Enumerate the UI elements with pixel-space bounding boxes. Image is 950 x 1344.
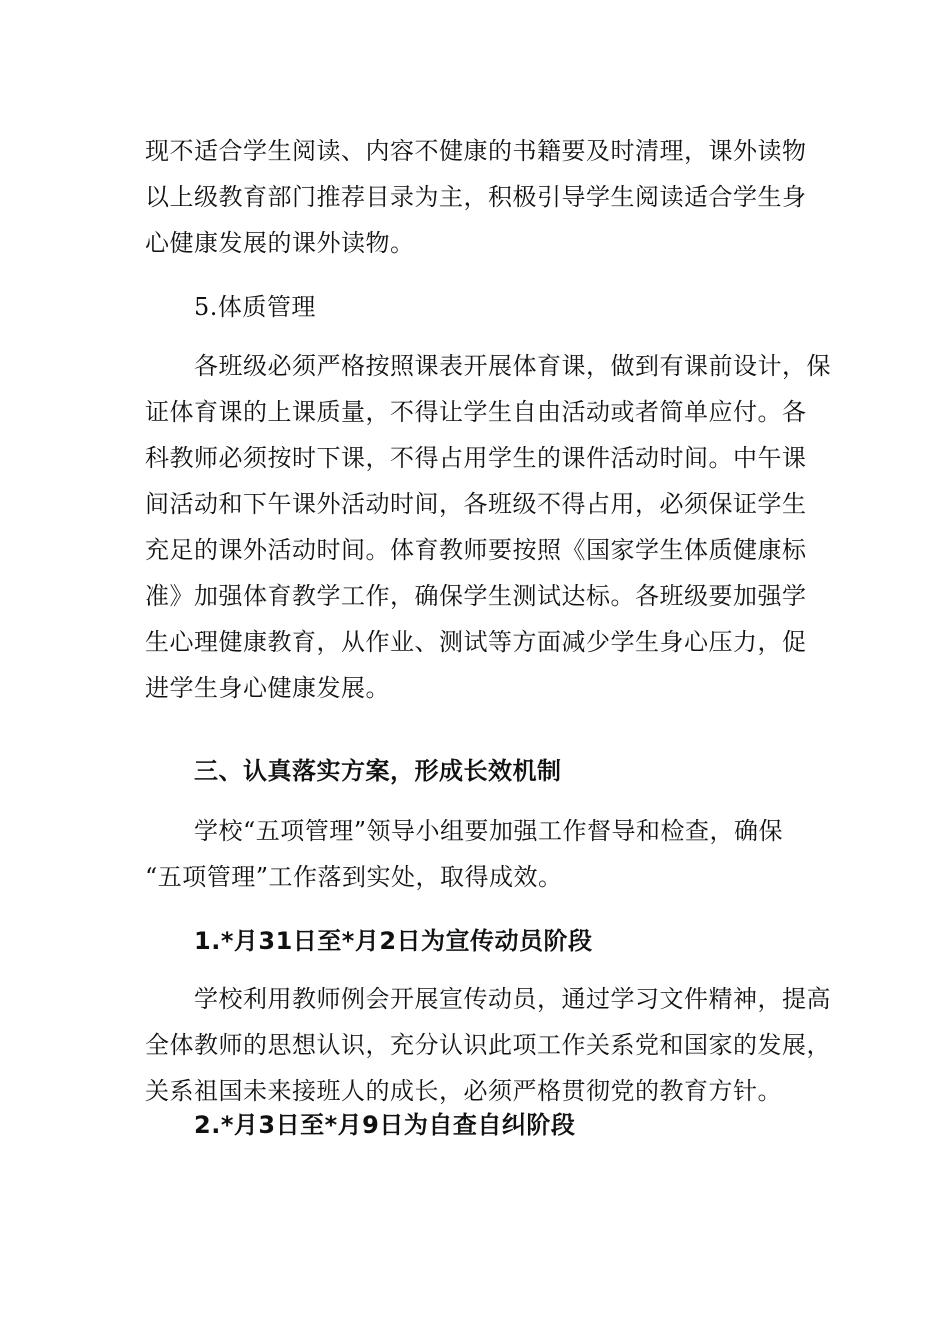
text-line: 全体教师的思想认识，充分认识此项工作关系党和国家的发展， (145, 1031, 831, 1059)
section-heading (145, 918, 805, 964)
text-line: 准》加强体育教学工作，确保学生测试达标。各班级要加强学 (145, 582, 807, 610)
text-line: 2.*月3日至*月9日为自查自纠阶段 (145, 1111, 576, 1139)
section-heading (145, 1102, 805, 1148)
text-line: 生心理健康教育，从作业、测试等方面减少学生身心压力，促 (145, 628, 807, 656)
text-line: 学校利用教师例会开展宣传动员，通过学习文件精神，提高 (145, 985, 831, 1013)
text-line: 关系祖国未来接班人的成长，必须严格贯彻党的教育方针。 (145, 1077, 782, 1105)
text-line: 科教师必须按时下课，不得占用学生的课件活动时间。中午课 (145, 444, 807, 472)
body-paragraph (145, 808, 805, 900)
section-heading (145, 748, 805, 794)
text-line: 充足的课外活动时间。体育教师要按照《国家学生体质健康标 (145, 536, 807, 564)
text-line: 1.*月31日至*月2日为宣传动员阶段 (145, 927, 593, 955)
text-line: 进学生身心健康发展。 (145, 674, 390, 702)
text-line: 以上级教育部门推荐目录为主，积极引导学生阅读适合学生身 (145, 183, 807, 211)
text-line: 间活动和下午课外活动时间，各班级不得占用，必须保证学生 (145, 490, 807, 518)
body-paragraph (145, 128, 805, 266)
section-subheading (145, 284, 805, 330)
text-line: “五项管理”工作落到实处，取得成效。 (145, 863, 563, 891)
text-line: 5.体质管理 (145, 293, 316, 321)
text-line: 现不适合学生阅读、内容不健康的书籍要及时清理，课外读物 (145, 137, 807, 165)
text-line: 心健康发展的课外读物。 (145, 229, 415, 257)
body-paragraph (145, 343, 831, 711)
text-line: 三、认真落实方案，形成长效机制 (145, 757, 562, 785)
text-line: 各班级必须严格按照课表开展体育课，做到有课前设计，保 (145, 352, 831, 380)
text-line: 证体育课的上课质量，不得让学生自由活动或者简单应付。各 (145, 398, 807, 426)
body-paragraph (145, 976, 831, 1114)
text-line: 学校“五项管理”领导小组要加强工作督导和检查，确保 (145, 817, 784, 845)
